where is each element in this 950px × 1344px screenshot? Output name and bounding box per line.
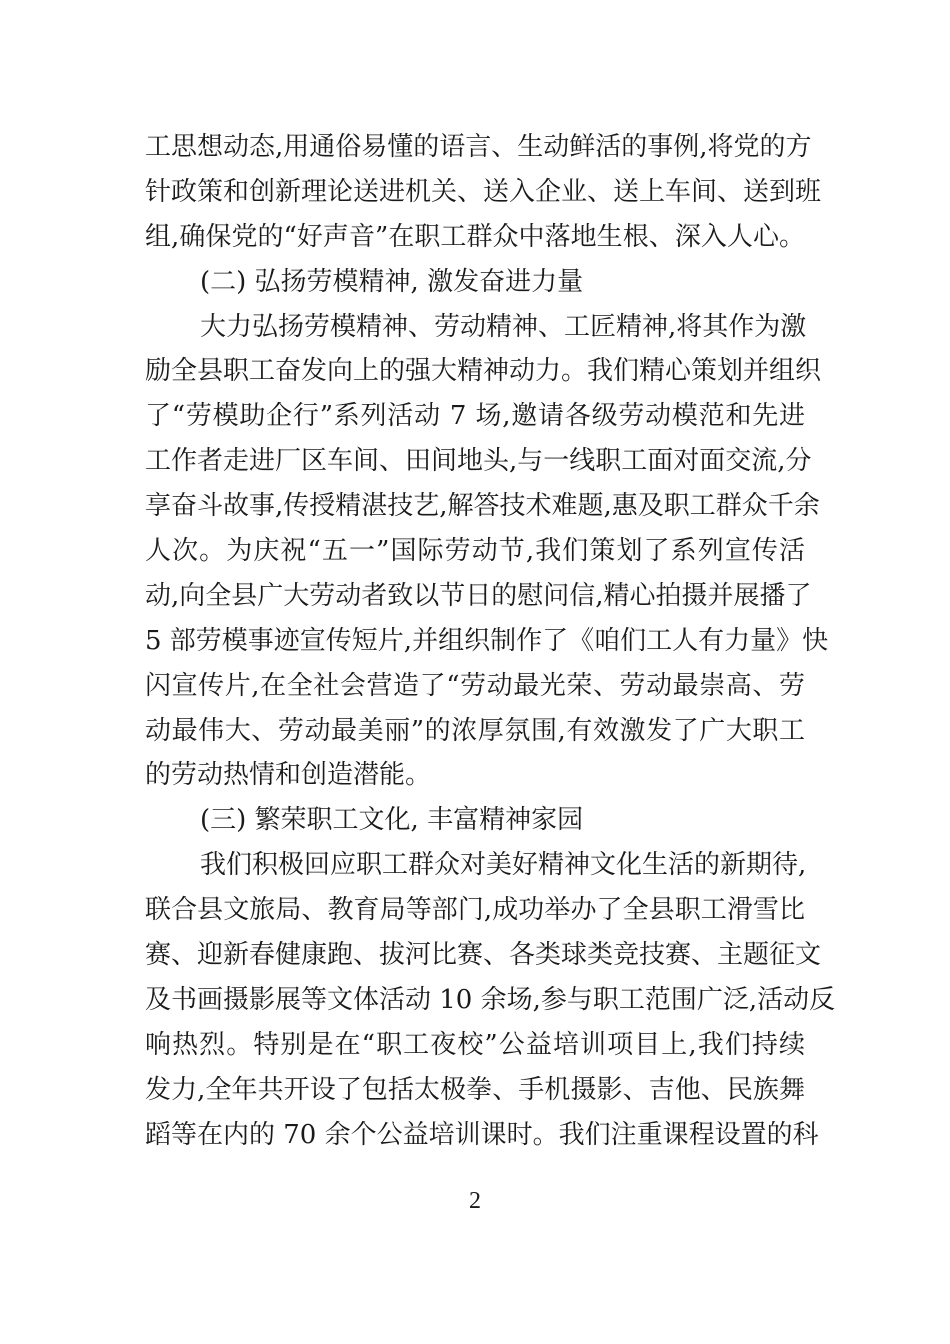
text-line: 享奋斗故事,传授精湛技艺,解答技术难题,惠及职工群众千余 (145, 491, 820, 522)
text-line: 蹈等在内的 70 余个公益培训课时。我们注重课程设置的科 (145, 1119, 819, 1150)
text-line: 5 部劳模事迹宣传短片,并组织制作了《咱们工人有力量》快 (145, 625, 829, 656)
section-heading: (三) 繁荣职工文化, 丰富精神家园 (200, 805, 584, 836)
text-line: 闪宣传片,在全社会营造了“劳动最光荣、劳动最崇高、劳 (145, 670, 805, 701)
text-line: 组,确保党的“好声音”在职工群众中落地生根、深入人心。 (145, 221, 805, 252)
text-line: 联合县文旅局、教育局等部门,成功举办了全县职工滑雪比 (145, 895, 805, 926)
text-line: 了“劳模助企行”系列活动 7 场,邀请各级劳动模范和先进 (145, 401, 805, 432)
text-line: 及书画摄影展等文体活动 10 余场,参与职工范围广泛,活动反 (145, 984, 836, 1015)
text-line: 工作者走进厂区车间、田间地头,与一线职工面对面交流,分 (145, 446, 812, 477)
section-heading: (二) 弘扬劳模精神, 激发奋进力量 (200, 266, 584, 297)
text-line: 我们积极回应职工群众对美好精神文化生活的新期待, (200, 850, 807, 881)
text-line: 励全县职工奋发向上的强大精神动力。我们精心策划并组织 (145, 356, 822, 387)
text-line: 针政策和创新理论送进机关、送入企业、送上车间、送到班 (145, 176, 822, 207)
text-line: 响热烈。特别是在“职工夜校”公益培训项目上,我们持续 (145, 1029, 805, 1060)
text-line: 的劳动热情和创造潜能。 (145, 760, 432, 791)
text-line: 工思想动态,用通俗易懂的语言、生动鲜活的事例,将党的方 (145, 132, 812, 162)
text-line: 发力,全年共开设了包括太极拳、手机摄影、吉他、民族舞 (145, 1074, 805, 1105)
document-body (145, 125, 836, 1157)
text-line: 动,向全县广大劳动者致以节日的慰问信,精心拍摄并展播了 (145, 580, 812, 611)
text-line: 赛、迎新春健康跑、拔河比赛、各类球类竞技赛、主题征文 (145, 940, 822, 971)
text-line: 动最伟大、劳动最美丽”的浓厚氛围,有效激发了广大职工 (145, 715, 805, 746)
text-line: 人次。为庆祝“五一”国际劳动节,我们策划了系列宣传活 (145, 536, 805, 567)
text-line: 大力弘扬劳模精神、劳动精神、工匠精神,将其作为激 (200, 311, 807, 342)
page-number: 2 (469, 1188, 481, 1214)
